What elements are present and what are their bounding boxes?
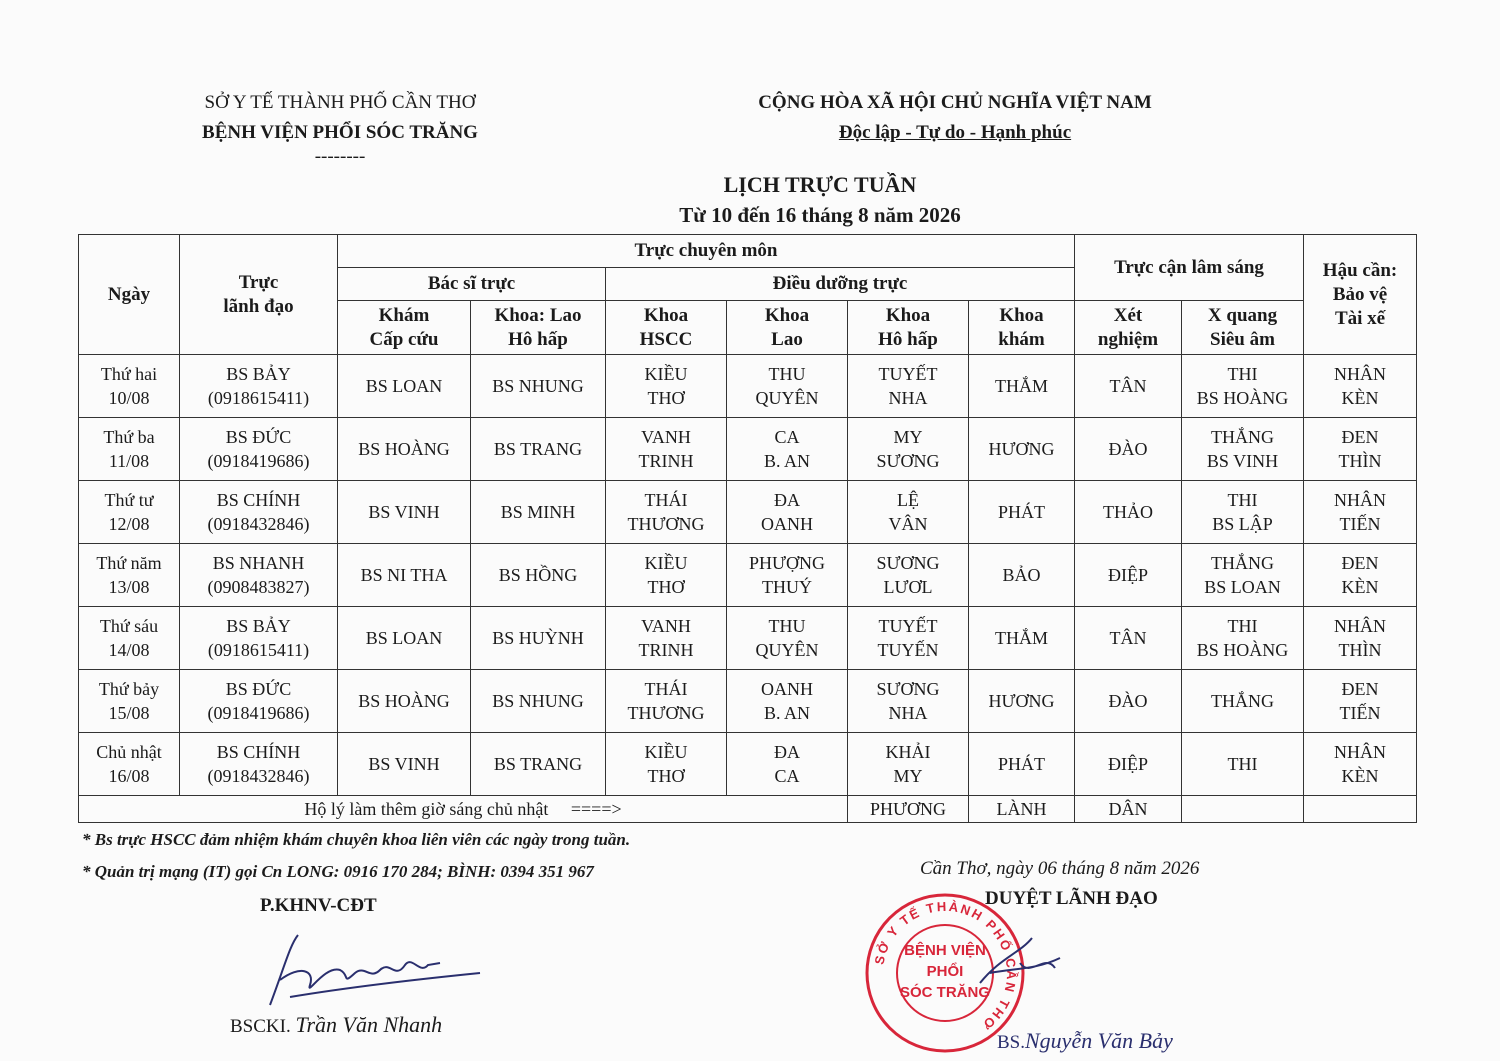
header-line: Lao (771, 328, 803, 350)
seal-line1: BỆNH VIỆN (904, 942, 986, 959)
cell-line: BS LẬP (1212, 514, 1273, 534)
cell-lao (727, 418, 848, 481)
cell-line: THÌN (1338, 640, 1382, 660)
cell-lead (180, 544, 338, 607)
cell-hscc (606, 733, 727, 796)
cell-xquang (1182, 481, 1304, 544)
date-line: Cần Thơ, ngày 06 tháng 8 năm 2026 (920, 858, 1200, 879)
cell-xet-nghiem (1075, 355, 1182, 418)
cell-line: TRINH (638, 451, 694, 471)
cell-day (79, 733, 180, 796)
cell-kham (969, 481, 1075, 544)
cell-line: THƯƠNG (627, 703, 705, 723)
cell-lao-ho-hap (471, 418, 606, 481)
cell-hau-can (1304, 733, 1417, 796)
cell-line: OANH (761, 679, 813, 699)
cell-line: TIẾN (1339, 514, 1381, 534)
cell-lead (180, 418, 338, 481)
cell-lao (727, 481, 848, 544)
signer-left-name: Trần Văn Nhanh (295, 1012, 443, 1037)
cell-line: BS NHANH (212, 553, 305, 573)
footer-arrow: ====> (570, 799, 622, 819)
cell-line: PHÁT (997, 502, 1045, 522)
cell-hau-can (1304, 670, 1417, 733)
ministry-name: SỞ Y TẾ THÀNH PHỐ CẦN THƠ (204, 92, 476, 113)
cell-ho-hap (848, 733, 969, 796)
cell-line: THƯƠNG (627, 514, 705, 534)
header-line: Siêu âm (1210, 328, 1275, 350)
cell-line: BS ĐỨC (225, 427, 292, 447)
cell-hscc (606, 607, 727, 670)
cell-line: BS LOAN (365, 628, 443, 648)
header-left (180, 88, 500, 166)
note-hscc: * Bs trực HSCC đảm nhiệm khám chuyên khoa liên viên các ngày trong tuần. (82, 830, 631, 849)
table-row (79, 544, 1417, 607)
cell-lao-ho-hap (471, 607, 606, 670)
cell-line: BS HOÀNG (1196, 640, 1289, 660)
cell-lao (727, 607, 848, 670)
cell-line: PHƯỢNG (749, 553, 825, 573)
cell-line: VANH (641, 427, 691, 447)
footer-empty-cell (1182, 796, 1304, 823)
col-header-truc-can-lam-sang: Trực cận lâm sáng (1075, 235, 1304, 301)
left-signature-icon (230, 925, 490, 1025)
cell-line: THƠ (647, 388, 685, 408)
cell-xet-nghiem (1075, 607, 1182, 670)
cell-line: THẢO (1103, 502, 1153, 522)
cell-lead (180, 670, 338, 733)
cell-line: BS NHUNG (492, 376, 584, 396)
cell-line: QUYÊN (755, 388, 819, 408)
cell-line: THẮM (995, 376, 1048, 396)
cell-hscc (606, 355, 727, 418)
cell-line: BS VINH (368, 754, 440, 774)
cell-lao (727, 733, 848, 796)
cell-line: THÁI (644, 679, 688, 699)
footer-row (79, 796, 1417, 823)
cell-line: THÁI (644, 490, 688, 510)
signer-right-prefix: BS. (997, 1032, 1025, 1053)
cell-line: (0918432846) (207, 766, 310, 786)
cell-line: Thứ năm (96, 553, 162, 573)
country-name: CỘNG HÒA XÃ HỘI CHỦ NGHĨA VIỆT NAM (758, 92, 1152, 113)
cell-ho-hap (848, 355, 969, 418)
cell-line: BS VINH (368, 502, 440, 522)
cell-line: SƯƠNG (876, 679, 940, 699)
cell-line: BS VINH (1206, 451, 1279, 471)
cell-line: BS HUỲNH (492, 628, 584, 648)
cell-hau-can (1304, 355, 1417, 418)
cell-line: ĐÀO (1108, 439, 1148, 459)
header-line: Trực (238, 271, 279, 293)
cell-kham (969, 670, 1075, 733)
col-header-x-quang (1182, 301, 1304, 355)
cell-line: BS HOÀNG (1196, 388, 1289, 408)
cell-line: QUYÊN (755, 640, 819, 660)
cell-line: THẮNG (1211, 553, 1274, 573)
cell-line: (0918432846) (207, 514, 310, 534)
cell-line: HƯƠNG (988, 439, 1055, 459)
header-line: Hô hấp (878, 328, 938, 350)
cell-hau-can (1304, 544, 1417, 607)
header-line: nghiệm (1097, 328, 1159, 350)
cell-line: BS HOÀNG (358, 439, 450, 459)
cell-hscc (606, 418, 727, 481)
cell-line: Thứ bảy (98, 679, 160, 699)
cell-line: Thứ tư (104, 490, 154, 510)
document-title: LỊCH TRỰC TUẦN (723, 172, 917, 197)
cell-ho-hap (848, 481, 969, 544)
cell-lao (727, 355, 848, 418)
cell-line: ĐEN (1341, 427, 1379, 447)
footer-ho-hap: DÂN (1075, 796, 1182, 823)
country-motto: Độc lập - Tự do - Hạnh phúc (838, 122, 1072, 143)
col-header-khoa-lao-ho-hap (471, 301, 606, 355)
header-line: lãnh đạo (223, 295, 294, 317)
cell-hau-can (1304, 481, 1417, 544)
cell-line: (0918615411) (207, 640, 310, 660)
cell-line: KIỀU (644, 553, 688, 573)
cell-line: BS CHÍNH (216, 490, 301, 510)
cell-line: KÈN (1341, 577, 1379, 597)
header-line: HSCC (639, 328, 693, 350)
cell-line: THẮNG (1211, 427, 1274, 447)
col-header-kham-cap-cuu (338, 301, 471, 355)
footer-label (79, 796, 848, 823)
col-header-khoa-hscc (606, 301, 727, 355)
cell-line: BS TRANG (493, 754, 583, 774)
cell-kham-cap-cuu (338, 544, 471, 607)
cell-line: THI (1227, 364, 1258, 384)
header-line: Khoa (764, 304, 810, 326)
signer-right (997, 1028, 1173, 1054)
cell-line: (0918615411) (207, 388, 310, 408)
cell-line: THU (768, 616, 806, 636)
duty-schedule-table (78, 234, 1417, 823)
cell-line: TUYẾT (878, 616, 938, 636)
col-header-lanh-dao (180, 235, 338, 355)
cell-line: BS NI THA (360, 565, 448, 585)
table-row (79, 733, 1417, 796)
cell-xet-nghiem (1075, 670, 1182, 733)
cell-line: VÂN (888, 514, 928, 534)
cell-line: 13/08 (108, 577, 150, 597)
footer-label-text: Hộ lý làm thêm giờ sáng chủ nhật (304, 799, 549, 819)
cell-line: CA (774, 427, 800, 447)
cell-line: TUYẾT (878, 364, 938, 384)
cell-hscc (606, 481, 727, 544)
cell-line: ĐIỆP (1108, 565, 1148, 585)
cell-line: B. AN (763, 703, 810, 723)
cell-line: LƯƠL (883, 577, 933, 597)
cell-line: NHÂN (1334, 364, 1387, 384)
header-line: Khám (378, 304, 430, 326)
col-header-xet-nghiem (1075, 301, 1182, 355)
cell-xquang (1182, 733, 1304, 796)
cell-line: HƯƠNG (988, 691, 1055, 711)
cell-line: CA (774, 766, 800, 786)
cell-line: KÈN (1341, 388, 1379, 408)
cell-line: Thứ ba (103, 427, 155, 447)
cell-kham (969, 607, 1075, 670)
cell-line: BS HỒNG (498, 565, 578, 585)
cell-hau-can (1304, 607, 1417, 670)
cell-line: BS LOAN (365, 376, 443, 396)
header-divider: -------- (314, 146, 366, 167)
cell-lead (180, 481, 338, 544)
cell-ho-hap (848, 544, 969, 607)
schedule-body (79, 355, 1417, 796)
col-header-hau-can (1304, 235, 1417, 355)
cell-day (79, 607, 180, 670)
seal-line3: SÓC TRĂNG (900, 984, 990, 1001)
cell-line: BS BẢY (226, 364, 291, 384)
cell-line: (0908483827) (207, 577, 310, 597)
cell-line: 11/08 (108, 451, 150, 471)
col-header-ngay: Ngày (79, 235, 180, 355)
header-line: Khoa (999, 304, 1044, 326)
cell-line: OANH (761, 514, 813, 534)
cell-kham-cap-cuu (338, 733, 471, 796)
cell-kham (969, 733, 1075, 796)
cell-hscc (606, 670, 727, 733)
cell-line: KIỀU (644, 742, 688, 762)
cell-line: VANH (641, 616, 691, 636)
cell-xquang (1182, 418, 1304, 481)
cell-line: BS HOÀNG (358, 691, 450, 711)
cell-line: THUÝ (762, 577, 812, 597)
cell-line: BS MINH (500, 502, 576, 522)
cell-kham-cap-cuu (338, 607, 471, 670)
cell-line: Thứ hai (100, 364, 158, 384)
table-row (79, 355, 1417, 418)
cell-line: ĐEN (1341, 679, 1379, 699)
header-line: khám (998, 328, 1045, 350)
cell-line: THI (1227, 490, 1258, 510)
cell-day (79, 418, 180, 481)
cell-day (79, 481, 180, 544)
cell-line: PHÁT (997, 754, 1045, 774)
cell-lao-ho-hap (471, 355, 606, 418)
cell-line: 15/08 (108, 703, 150, 723)
cell-xquang (1182, 670, 1304, 733)
cell-line: SƯƠNG (876, 553, 940, 573)
cell-line: TÂN (1109, 628, 1147, 648)
col-header-truc-chuyen-mon: Trực chuyên môn (338, 235, 1075, 268)
cell-lao-ho-hap (471, 670, 606, 733)
cell-line: 12/08 (108, 514, 150, 534)
cell-line: KIỀU (644, 364, 688, 384)
cell-line: BS CHÍNH (216, 742, 301, 762)
cell-line: THƠ (647, 577, 685, 597)
cell-line: ĐIỆP (1108, 754, 1148, 774)
cell-kham (969, 418, 1075, 481)
header-line: Khoa: Lao (494, 304, 582, 326)
cell-line: BS TRANG (493, 439, 583, 459)
header-line: Tài xế (1334, 307, 1386, 329)
table-row (79, 670, 1417, 733)
cell-line: THI (1227, 754, 1258, 774)
table-row (79, 481, 1417, 544)
cell-line: (0918419686) (207, 703, 310, 723)
cell-line: ĐA (774, 742, 800, 762)
approval-label: DUYỆT LÃNH ĐẠO (985, 888, 1158, 909)
cell-line: BS LOAN (1204, 577, 1281, 597)
footer-lao: LÀNH (969, 796, 1075, 823)
signer-left (230, 1012, 442, 1038)
cell-line: SƯƠNG (876, 451, 940, 471)
cell-line: B. AN (763, 451, 810, 471)
cell-line: THƠ (647, 766, 685, 786)
cell-line: TRINH (638, 640, 694, 660)
cell-line: NHÂN (1334, 490, 1387, 510)
header-line: X quang (1207, 304, 1278, 326)
cell-line: TÂN (1109, 376, 1147, 396)
header-line: Khoa (885, 304, 931, 326)
col-header-khoa-ho-hap (848, 301, 969, 355)
document-subtitle: Từ 10 đến 16 tháng 8 năm 2026 (679, 203, 961, 227)
cell-line: BS ĐỨC (225, 679, 292, 699)
col-header-bac-si-truc: Bác sĩ trực (338, 268, 606, 301)
header-line: Xét (1113, 304, 1143, 326)
cell-line: TUYẾN (877, 640, 939, 660)
cell-line: Thứ sáu (99, 616, 159, 636)
cell-kham (969, 355, 1075, 418)
header-right (730, 88, 1180, 148)
cell-kham-cap-cuu (338, 355, 471, 418)
cell-ho-hap (848, 607, 969, 670)
cell-line: THI (1227, 616, 1258, 636)
cell-line: 14/08 (108, 640, 150, 660)
cell-line: BẢO (1002, 565, 1041, 585)
cell-line: BS NHUNG (492, 691, 584, 711)
table-row (79, 607, 1417, 670)
cell-line: THÌN (1338, 451, 1382, 471)
col-header-dieu-duong-truc: Điều dưỡng trực (606, 268, 1075, 301)
cell-hscc (606, 544, 727, 607)
cell-lead (180, 607, 338, 670)
cell-line: MY (893, 427, 923, 447)
cell-line: ĐÀO (1108, 691, 1148, 711)
cell-lao-ho-hap (471, 481, 606, 544)
right-signature-icon (960, 928, 1090, 998)
cell-kham-cap-cuu (338, 670, 471, 733)
cell-line: BS BẢY (226, 616, 291, 636)
cell-line: KÈN (1341, 766, 1379, 786)
seal-line2: PHỔI (926, 963, 964, 980)
col-header-khoa-lao (727, 301, 848, 355)
cell-lao-ho-hap (471, 544, 606, 607)
hospital-name: BỆNH VIỆN PHỔI SÓC TRĂNG (202, 122, 478, 143)
cell-line: (0918419686) (207, 451, 310, 471)
footer-empty-cell (1304, 796, 1417, 823)
cell-xquang (1182, 607, 1304, 670)
cell-line: 10/08 (108, 388, 150, 408)
cell-lead (180, 733, 338, 796)
cell-line: NHA (888, 703, 928, 723)
table-row (79, 418, 1417, 481)
header-line: Cấp cứu (369, 328, 439, 350)
cell-line: ĐA (774, 490, 800, 510)
cell-line: NHA (888, 388, 928, 408)
cell-xquang (1182, 544, 1304, 607)
cell-xquang (1182, 355, 1304, 418)
signer-right-name: Nguyễn Văn Bảy (1025, 1028, 1173, 1053)
cell-day (79, 544, 180, 607)
department-label: P.KHNV-CĐT (260, 895, 377, 916)
cell-lead (180, 355, 338, 418)
cell-lao (727, 544, 848, 607)
cell-ho-hap (848, 418, 969, 481)
cell-kham-cap-cuu (338, 481, 471, 544)
cell-xet-nghiem (1075, 481, 1182, 544)
header-line: Khoa (643, 304, 689, 326)
cell-xet-nghiem (1075, 418, 1182, 481)
cell-line: ĐEN (1341, 553, 1379, 573)
cell-line: LỆ (897, 490, 919, 510)
cell-day (79, 355, 180, 418)
cell-hau-can (1304, 418, 1417, 481)
cell-line: 16/08 (108, 766, 150, 786)
cell-day (79, 670, 180, 733)
footer-hscc: PHƯƠNG (848, 796, 969, 823)
note-it-contact: * Quản trị mạng (IT) gọi Cn LONG: 0916 170 284; BÌNH: 0394 351 967 (82, 862, 594, 881)
signer-left-prefix: BSCKI. (230, 1016, 291, 1037)
cell-lao-ho-hap (471, 733, 606, 796)
cell-line: MY (893, 766, 923, 786)
col-header-khoa-kham (969, 301, 1075, 355)
cell-line: Chủ nhật (96, 742, 162, 762)
cell-line: THẮNG (1211, 691, 1274, 711)
cell-line: NHÂN (1334, 616, 1387, 636)
cell-ho-hap (848, 670, 969, 733)
cell-line: TIẾN (1339, 703, 1381, 723)
cell-xet-nghiem (1075, 733, 1182, 796)
header-line: Hô hấp (508, 328, 568, 350)
cell-kham (969, 544, 1075, 607)
header-line: Bảo vệ (1332, 283, 1388, 305)
cell-kham-cap-cuu (338, 418, 471, 481)
cell-line: THẮM (995, 628, 1048, 648)
cell-line: KHẢI (885, 742, 931, 762)
cell-line: NHÂN (1334, 742, 1387, 762)
cell-xet-nghiem (1075, 544, 1182, 607)
header-line: Hậu cần: (1322, 259, 1398, 281)
seal-outer-text: SỞ Y TẾ THÀNH PHỐ CẦN THƠ (871, 898, 1020, 1034)
cell-line: THU (768, 364, 806, 384)
cell-lao (727, 670, 848, 733)
